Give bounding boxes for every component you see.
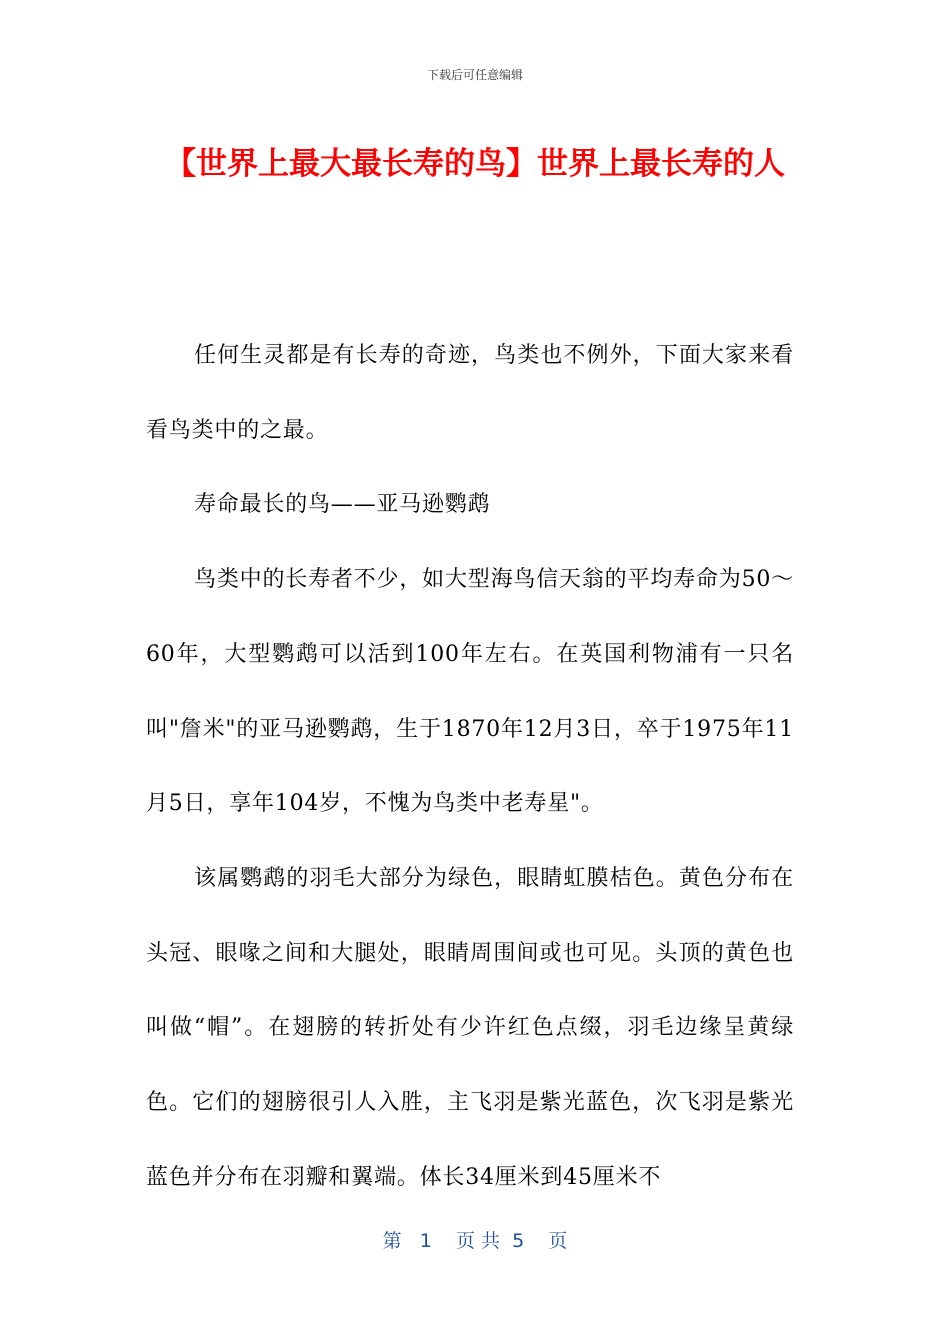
paragraph-intro: 任何生灵都是有长寿的奇迹，鸟类也不例外，下面大家来看看鸟类中的之最。 xyxy=(146,343,794,443)
paragraph-description: 该属鹦鹉的羽毛大部分为绿色，眼睛虹膜桔色。黄色分布在头冠、眼喙之间和大腿处，眼睛周围间或也可见。头顶的黄色也叫做“帽”。在翅膀的转折处有少许红色点缀，羽毛边缘呈黄绿色。它们的翅膀很引人入胜，主飞羽是紫光蓝色，次飞羽是紫光蓝色并分布在羽瓣和翼端。体长34厘米到45厘米不 xyxy=(146,865,794,1190)
page-number-footer: 第 1 页 共 5 页 xyxy=(382,1230,568,1252)
document-title: 【世界上最大最长寿的鸟】世界上最长寿的人 xyxy=(165,146,785,182)
document-body xyxy=(146,319,794,1215)
paragraph-longevity: 鸟类中的长寿者不少，如大型海鸟信天翁的平均寿命为50～60年，大型鹦鹉可以活到100年左右。在英国利物浦有一只名叫"詹米"的亚马逊鹦鹉，生于1870年12月3日，卒于1975年11月5日，享年104岁，不愧为鸟类中老寿星"。 xyxy=(146,567,794,817)
header-note: 下载后可任意编辑 xyxy=(426,68,523,82)
paragraph-subheading: 寿命最长的鸟——亚马逊鹦鹉 xyxy=(194,492,491,518)
